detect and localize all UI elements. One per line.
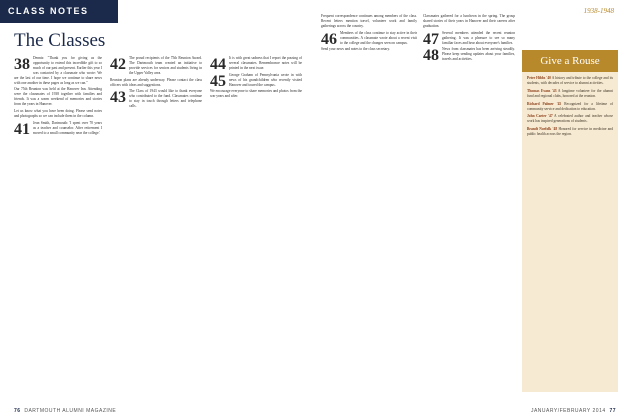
note-text: Several members attended the recent reunion gathering. It was a pleasure to see so many familiar faces and hear about everyone's families.	[442, 30, 515, 45]
class-year: 41	[14, 120, 30, 138]
left-column-1	[14, 56, 102, 386]
honoree-item	[527, 102, 613, 112]
class-note: Send your news and notes to the class secretary.	[321, 47, 390, 52]
right-page	[313, 0, 626, 420]
class-year: 38	[14, 56, 30, 73]
honoree-item	[527, 114, 613, 124]
honoree-item	[527, 89, 613, 99]
note-text: The Class of 1943 would like to thank everyone who contributed to the fund. Classmates continue to stay in touch through letters and telephone calls.	[129, 89, 202, 109]
honoree-text: A longtime volunteer for the alumni fund and regional clubs, honored at the reunion.	[527, 88, 613, 98]
class-year: 46	[321, 30, 337, 48]
class-note	[321, 31, 417, 46]
note-text: Jean Smith, Dartmouth: 'I spent over 70 years as a teacher and counselor. After retirement I moved to a small community near the college.'	[33, 120, 102, 135]
class-note	[110, 89, 202, 109]
class-year: 44	[210, 56, 226, 73]
left-column-2	[110, 56, 202, 386]
note-text: Members of the class continue to stay active in their communities. A classmate wrote about a recent visit to the college and the changes seen on campus.	[340, 30, 417, 45]
right-footer	[531, 408, 616, 414]
class-year: 45	[210, 72, 226, 90]
class-note: Our 75th Reunion was held at the Hanover Inn. Attending were the classmates of 1938 together with families and friends. It was a warm weekend of memories and stories from the years in Hanover.	[14, 87, 102, 107]
class-year: 47	[423, 30, 439, 48]
issue-years: 1938-1948	[583, 7, 614, 15]
honoree-name: Richard Palmer '45	[527, 101, 562, 106]
note-text: News from classmates has been arriving steadily. Please keep sending updates about your families, travels and activities.	[442, 47, 515, 62]
give-a-rouse-box	[522, 50, 618, 392]
honoree-text: Honored for service in medicine and public health across the region.	[527, 127, 613, 137]
give-box-title: Give a Rouse	[522, 50, 618, 72]
honoree-name: Brandt Norfolk '48	[527, 127, 558, 132]
class-year: 42	[110, 56, 126, 73]
class-note	[14, 121, 102, 136]
page-number: 77	[609, 408, 616, 414]
section-band	[0, 0, 118, 23]
note-text: It is with great sadness that I report the passing of several classmates. Remembrance notes will be printed in the next issue.	[229, 56, 302, 70]
class-note	[423, 31, 515, 46]
class-note	[110, 56, 202, 76]
page-number: 76	[14, 408, 21, 414]
right-column-1	[321, 14, 417, 390]
class-note: Classmates gathered for a luncheon in the spring. The group shared stories of their years in Hanover and their careers after graduation.	[423, 14, 515, 28]
note-text: The proud recipients of the 75th Reunion Award. The Dartmouth team created an initiative to provide services for seniors and students living in the Upper Valley area.	[129, 56, 202, 75]
issue-date: JANUARY/FEBRUARY 2014	[530, 408, 606, 414]
note-text: Dennis: "Thank you for giving us the opportunity to extend this incredible gift to so much of our past and present. Earlier this year I was contacted by a classmate who wrote: We are the last of our time. I hope we continue to share news with one another in these pages as long as we can."	[14, 56, 102, 85]
give-box-body	[522, 72, 618, 144]
class-note: Let us know what you have been doing. Please send notes and photographs so we can include them in the column.	[14, 109, 102, 118]
honoree-name: Peter Hibbs '40	[527, 76, 551, 80]
class-note: Reunion plans are already underway. Please contact the class officers with ideas and suggestions.	[110, 77, 202, 87]
class-note	[210, 73, 302, 88]
honoree-item	[527, 76, 613, 86]
honoree-name: John Carter '47	[527, 114, 553, 119]
page-title: The Classes	[14, 30, 106, 51]
note-text: George Graham of Pennsylvania wrote in with news of his grandchildren who recently visited Hanover and toured the campus.	[229, 72, 302, 87]
left-footer	[14, 408, 116, 414]
class-year: 48	[423, 47, 439, 65]
section-label: CLASS NOTES	[8, 6, 89, 16]
class-note: We encourage everyone to share memories and photos from the war years and after.	[210, 89, 302, 99]
class-note	[423, 47, 515, 65]
class-note: Frequent correspondence continues among members of the class. Recent letters mention travel, volunteer work and family gatherings across the country.	[321, 14, 417, 28]
class-note	[210, 56, 302, 71]
left-column-3	[210, 56, 302, 386]
class-note	[14, 56, 102, 85]
honoree-text: Recognized for a lifetime of community service and dedication to education.	[527, 101, 614, 111]
honoree-text: A celebrated author and teacher whose work has inspired generations of students.	[527, 114, 614, 124]
right-column-2	[423, 14, 515, 390]
magazine-name: DARTMOUTH ALUMNI MAGAZINE	[24, 408, 117, 414]
honoree-item	[527, 127, 613, 137]
class-year: 43	[110, 89, 126, 107]
honoree-text: A history and tribute to the college and its students, with decades of service to alumni activities.	[527, 76, 613, 85]
honoree-name: Thomas Evans '43	[527, 88, 557, 93]
